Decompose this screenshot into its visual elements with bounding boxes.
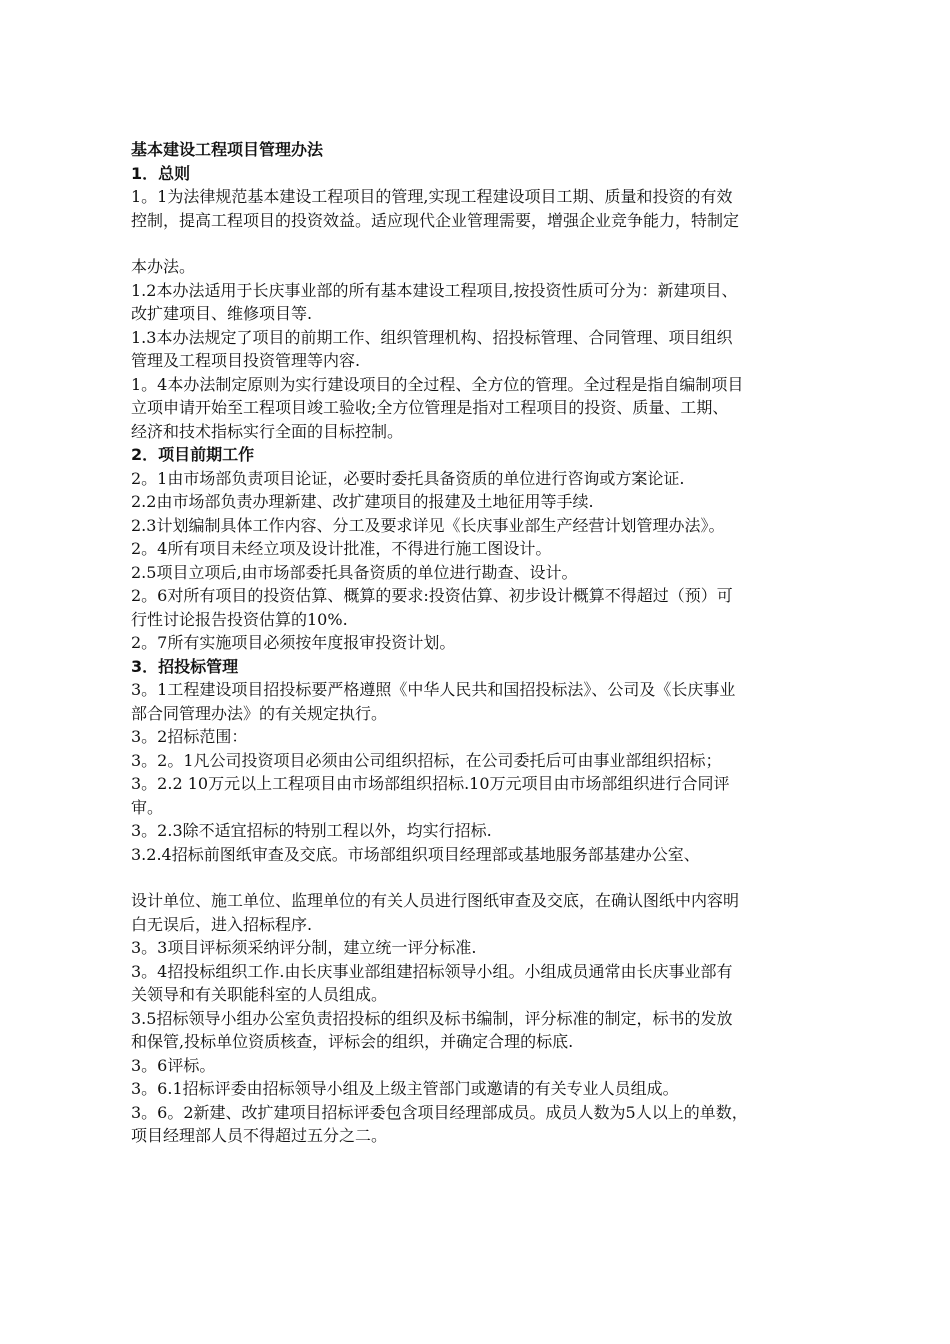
text-line: 2。1由市场部负责项目论证，必要时委托具备资质的单位进行咨询或方案论证. xyxy=(131,468,685,488)
text-line: 3。2.2 10万元以上工程项目由市场部组织招标.10万元项目由市场部组织进行合同评 xyxy=(131,774,730,793)
text-line: 1。4本办法制定原则为实行建设项目的全过程、全方位的管理。全过程是指自编制项目 xyxy=(131,374,744,394)
text-line: 3。3项目评标须采纳评分制，建立统一评分标准. xyxy=(131,938,477,957)
text-line: 3。6评标。 xyxy=(131,1055,216,1075)
text-line: 3。6.1招标评委由招标领导小组及上级主管部门或邀请的有关专业人员组成。 xyxy=(131,1079,679,1098)
section-heading: 3．招投标管理 xyxy=(131,656,239,676)
text-line: 3.2.4招标前图纸审查及交底。市场部组织项目经理部或基地服务部基建办公室、 xyxy=(131,844,700,864)
text-line: 经济和技术指标实行全面的目标控制。 xyxy=(131,421,404,441)
text-line: 行性讨论报告投资估算的10%. xyxy=(131,609,348,629)
paragraph-gap xyxy=(131,866,871,889)
text-line: 项目经理部人员不得超过五分之二。 xyxy=(131,1126,388,1145)
text-line: 3。6。2新建、改扩建项目招标评委包含项目经理部成员。成员人数为5人以上的单数， xyxy=(131,1102,748,1122)
text-line: 2.2由市场部负责办理新建、改扩建项目的报建及土地征用等手续. xyxy=(131,492,594,511)
text-line: 立项申请开始至工程项目竣工验收;全方位管理是指对工程项目的投资、质量、工期、 xyxy=(131,398,729,417)
document-title: 基本建设工程项目管理办法 xyxy=(131,140,324,159)
text-line: 2.5项目立项后,由市场部委托具备资质的单位进行勘查、设计。 xyxy=(131,562,578,582)
text-line: 控制，提高工程项目的投资效益。适应现代企业管理需要，增强企业竞争能力，特制定 xyxy=(131,210,740,230)
text-line: 1。1为法律规范基本建设工程项目的管理,实现工程建设项目工期、质量和投资的有效 xyxy=(131,187,733,206)
text-line: 3.5招标领导小组办公室负责招投标的组织及标书编制，评分标准的制定，标书的发放 xyxy=(131,1008,733,1028)
text-line: 1.3本办法规定了项目的前期工作、组织管理机构、招投标管理、合同管理、项目组织 xyxy=(131,327,733,347)
text-line: 3。1工程建设项目招投标要严格遵照《中华人民共和国招投标法》、公司及《长庆事业 xyxy=(131,680,736,699)
paragraph-gap xyxy=(131,232,871,255)
text-line: 3。2.3除不适宜招标的特别工程以外，均实行招标. xyxy=(131,821,492,840)
text-line: 1.2本办法适用于长庆事业部的所有基本建设工程项目,按投资性质可分为：新建项目、 xyxy=(131,280,738,300)
text-line: 3。2。1凡公司投资项目必须由公司组织招标，在公司委托后可由事业部组织招标； xyxy=(131,750,722,770)
text-line: 审。 xyxy=(131,797,164,817)
section-heading: 2．项目前期工作 xyxy=(131,445,255,464)
text-line: 2。4所有项目未经立项及设计批准，不得进行施工图设计。 xyxy=(131,539,552,558)
text-line: 设计单位、施工单位、监理单位的有关人员进行图纸审查及交底，在确认图纸中内容明 xyxy=(131,891,740,910)
document-body xyxy=(131,162,871,1148)
text-line: 管理及工程项目投资管理等内容. xyxy=(131,351,361,370)
text-line: 2。6对所有项目的投资估算、概算的要求:投资估算、初步设计概算不得超过（预）可 xyxy=(131,586,733,605)
text-line: 白无误后，进入招标程序. xyxy=(131,914,313,934)
section-heading: 1．总则 xyxy=(131,163,191,183)
text-line: 3。2招标范围： xyxy=(131,727,248,746)
text-line: 部合同管理办法》的有关规定执行。 xyxy=(131,703,388,723)
text-line: 关领导和有关职能科室的人员组成。 xyxy=(131,985,388,1004)
text-line: 改扩建项目、维修项目等. xyxy=(131,304,313,323)
text-line: 2.3计划编制具体工作内容、分工及要求详见《长庆事业部生产经营计划管理办法》。 xyxy=(131,515,725,535)
text-line: 2。7所有实施项目必须按年度报审投资计划。 xyxy=(131,633,456,652)
text-line: 和保管,投标单位资质核查，评标会的组织，并确定合理的标底. xyxy=(131,1032,574,1051)
text-line: 本办法。 xyxy=(131,257,196,276)
text-line: 3。4招投标组织工作.由长庆事业部组建招标领导小组。小组成员通常由长庆事业部有 xyxy=(131,961,733,981)
document-page xyxy=(131,138,871,1148)
